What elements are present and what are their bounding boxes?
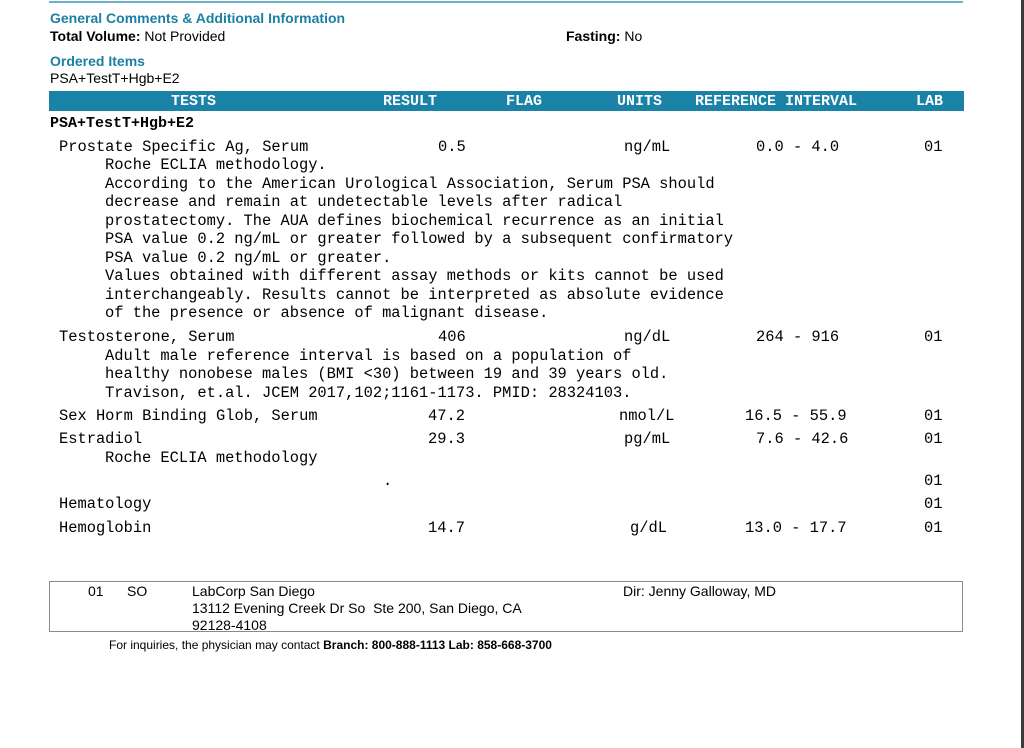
test-lab: 01 [924, 472, 943, 490]
test-note: PSA value 0.2 ng/mL or greater followed by a subsequent confirmatory [105, 230, 734, 248]
column-header-reference-interval: REFERENCE INTERVAL [695, 93, 858, 110]
column-header-flag: FLAG [506, 93, 543, 110]
footer-prefix: For inquiries, the physician may contact [109, 638, 324, 652]
test-reference-interval: 264 - 916 [756, 328, 840, 346]
test-note: interchangeably. Results cannot be interpreted as absolute evidence [105, 285, 724, 304]
test-lab: 01 [924, 328, 943, 346]
column-header-result: RESULT [383, 93, 438, 110]
fasting-value: No [624, 28, 643, 44]
test-units: g/dL [630, 519, 667, 537]
total-volume-value: Not Provided [144, 28, 226, 44]
test-result: 47.2 [428, 407, 465, 425]
test-name: Hemoglobin [59, 519, 152, 537]
test-note: decrease and remain at undetectable levels after radical [105, 193, 623, 211]
column-header-units: UNITS [617, 93, 663, 110]
test-note: According to the American Urological Association, Serum PSA should [105, 174, 715, 193]
test-result: . [383, 472, 393, 490]
fasting [566, 28, 642, 44]
test-units: ng/mL [624, 138, 671, 156]
test-reference-interval: 16.5 - 55.9 [745, 407, 847, 425]
lab-director: Dir: Jenny Galloway, MD [623, 583, 777, 599]
test-note: Roche ECLIA methodology [105, 449, 318, 467]
test-note: prostatectomy. The AUA defines biochemical recurrence as an initial [105, 211, 724, 230]
general-comments-title: General Comments & Additional Information [50, 10, 346, 26]
test-note: Adult male reference interval is based on a population of [105, 346, 632, 365]
test-reference-interval: 7.6 - 42.6 [756, 430, 849, 448]
test-result: 29.3 [428, 430, 465, 448]
test-lab: 01 [924, 407, 943, 425]
test-name: Hematology [59, 495, 152, 513]
test-units: pg/mL [624, 430, 671, 448]
test-note: Values obtained with different assay methods or kits cannot be used [105, 267, 724, 285]
lab-code: 01 [88, 583, 104, 599]
test-lab: 01 [924, 430, 943, 448]
test-name: Testosterone, Serum [59, 328, 235, 346]
lab-address-line1: 13112 Evening Creek Dr So Ste 200, San Diego, CA [192, 600, 522, 616]
lab-name: LabCorp San Diego [192, 583, 315, 599]
lab-address-line2: 92128-4108 [192, 617, 267, 633]
column-header-lab: LAB [916, 93, 944, 110]
test-result: 14.7 [428, 519, 465, 537]
test-name: Sex Horm Binding Glob, Serum [59, 407, 318, 425]
total-volume [50, 28, 225, 44]
test-units: ng/dL [624, 328, 671, 346]
test-note: Travison, et.al. JCEM 2017,102;1161-1173. PMID: 28324103. [105, 383, 632, 402]
test-group-title: PSA+TestT+Hgb+E2 [50, 115, 195, 132]
results-table-header [49, 91, 964, 111]
column-header-tests: TESTS [171, 93, 217, 110]
test-lab: 01 [924, 495, 943, 513]
lab-site: SO [127, 583, 148, 599]
test-lab: 01 [924, 519, 943, 537]
total-volume-label: Total Volume: [50, 28, 141, 44]
test-result: 0.5 [438, 138, 466, 156]
test-name: Prostate Specific Ag, Serum [59, 138, 309, 156]
test-note: PSA value 0.2 ng/mL or greater. [105, 248, 392, 267]
ordered-items-title: Ordered Items [50, 53, 145, 69]
inquiry-footer [109, 638, 552, 652]
test-note: Roche ECLIA methodology. [105, 156, 327, 174]
test-reference-interval: 0.0 - 4.0 [756, 138, 840, 156]
test-reference-interval: 13.0 - 17.7 [745, 519, 847, 537]
top-divider [49, 1, 963, 3]
lab-phone: Lab: 858-668-3700 [448, 638, 552, 652]
test-name: Estradiol [59, 430, 143, 448]
test-units: nmol/L [619, 407, 675, 425]
test-result: 406 [438, 328, 466, 346]
branch-phone: Branch: 800-888-1113 [323, 638, 446, 652]
test-note: healthy nonobese males (BMI <30) between 19 and 39 years old. [105, 365, 669, 383]
fasting-label: Fasting: [566, 28, 621, 44]
ordered-items-value: PSA+TestT+Hgb+E2 [50, 70, 180, 86]
test-note: of the presence or absence of malignant disease. [105, 304, 549, 322]
test-lab: 01 [924, 138, 943, 156]
